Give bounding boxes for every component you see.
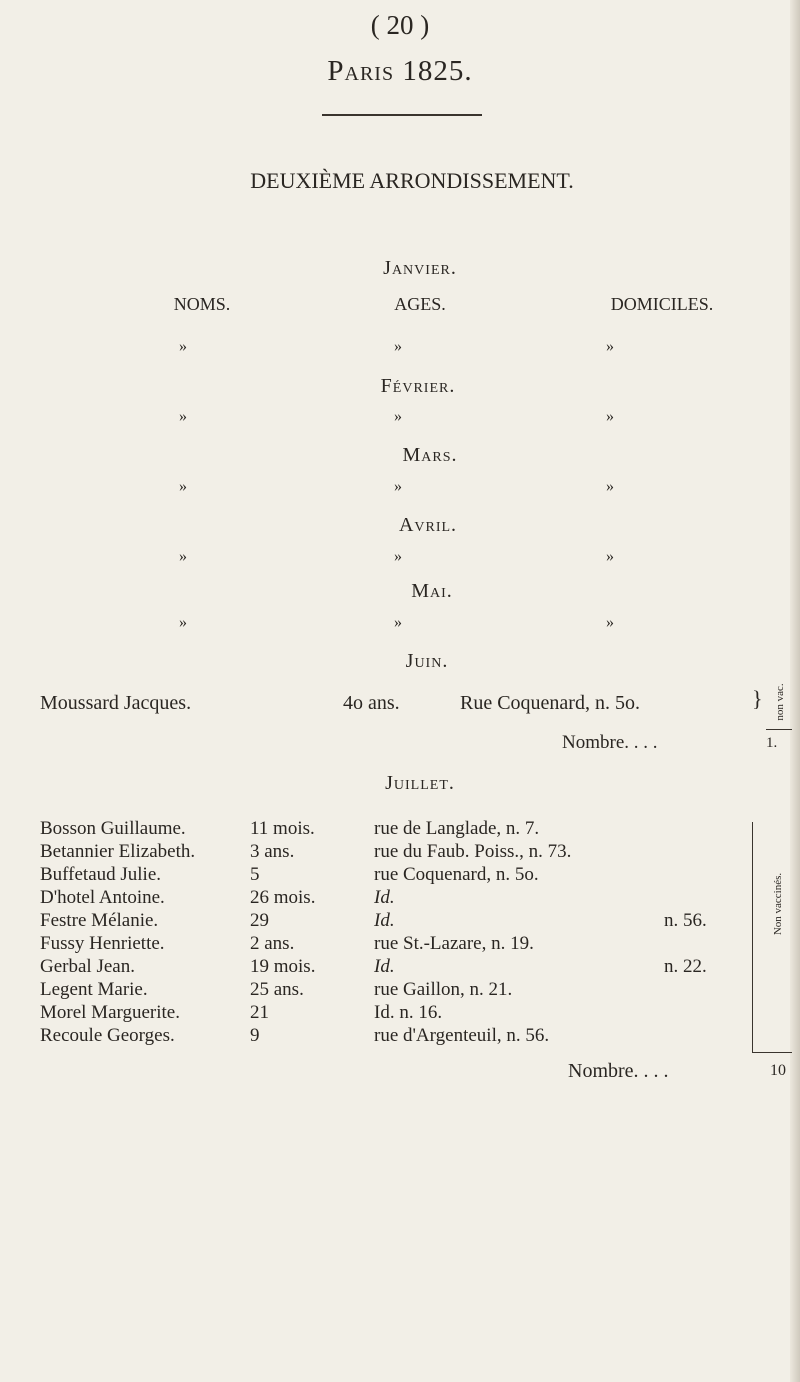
month-avril: Avril. — [398, 514, 458, 536]
empty-mark: » — [394, 338, 402, 355]
entry-name: Recoule Georges. — [40, 1025, 175, 1046]
entry-domicile: Id. — [374, 887, 395, 908]
column-header-domiciles: DOMICILES. — [610, 294, 714, 314]
entry-age: 9 — [250, 1025, 260, 1046]
empty-mark: » — [606, 338, 614, 355]
entry-age: 4o ans. — [343, 692, 400, 714]
month-mars: Mars. — [402, 444, 458, 466]
entry-name: Gerbal Jean. — [40, 956, 135, 977]
total-label: Nombre. . . . — [568, 1060, 669, 1082]
total-label: Nombre. . . . — [562, 732, 658, 753]
entry-domicile: Id. — [374, 910, 395, 931]
entry-domicile: Rue Coquenard, n. 5o. — [460, 692, 640, 714]
month-janvier: Janvier. — [383, 257, 457, 279]
entry-domicile: rue du Faub. Poiss., n. 73. — [374, 841, 572, 862]
entry-name: Festre Mélanie. — [40, 910, 159, 931]
entry-age: 21 — [250, 1002, 269, 1023]
empty-mark: » — [179, 548, 187, 565]
month-mai: Mai. — [411, 580, 453, 602]
entry-age: 11 mois. — [250, 818, 315, 839]
total-rule — [752, 1052, 792, 1053]
empty-mark: » — [394, 478, 402, 495]
city-year-heading: Paris 1825. — [327, 55, 473, 87]
entry-domicile: Id. — [374, 956, 395, 977]
entry-name: Morel Marguerite. — [40, 1002, 180, 1023]
entry-domicile: rue de Langlade, n. 7. — [374, 818, 540, 839]
entry-age: 2 ans. — [250, 933, 295, 954]
total-rule — [766, 729, 792, 730]
total-value: 10 — [770, 1062, 786, 1079]
empty-mark: » — [606, 614, 614, 631]
margin-note-non-vaccines: Non vaccinés. — [772, 872, 784, 936]
entry-name: Moussard Jacques. — [40, 692, 192, 714]
empty-mark: » — [179, 338, 187, 355]
entry-age: 29 — [250, 910, 269, 931]
entry-domicile: Id. n. 16. — [374, 1002, 443, 1023]
entry-domicile: rue Gaillon, n. 21. — [374, 979, 513, 1000]
column-header-ages: AGES. — [394, 294, 446, 314]
entries-brace — [752, 822, 753, 1052]
entry-domicile-suffix: n. 56. — [664, 910, 707, 931]
month-juin: Juin. — [405, 650, 449, 672]
entry-age: 26 mois. — [250, 887, 316, 908]
entry-domicile-suffix: n. 22. — [664, 956, 707, 977]
entry-age: 25 ans. — [250, 979, 304, 1000]
empty-mark: » — [394, 614, 402, 631]
entry-age: 19 mois. — [250, 956, 316, 977]
empty-mark: » — [394, 408, 402, 425]
entry-domicile: rue St.-Lazare, n. 19. — [374, 933, 534, 954]
empty-mark: » — [606, 478, 614, 495]
margin-note-non-vac: non vac. — [774, 683, 786, 721]
empty-mark: » — [179, 614, 187, 631]
empty-mark: » — [394, 548, 402, 565]
brace-icon: } — [752, 686, 763, 711]
entry-domicile: rue Coquenard, n. 5o. — [374, 864, 539, 885]
empty-mark: » — [179, 478, 187, 495]
month-juillet: Juillet. — [385, 772, 455, 794]
header-rule — [322, 114, 482, 116]
arrondissement-heading: DEUXIÈME ARRONDISSEMENT. — [250, 168, 574, 193]
entry-age: 3 ans. — [250, 841, 295, 862]
page-number: ( 20 ) — [370, 10, 430, 40]
entry-age: 5 — [250, 864, 260, 885]
empty-mark: » — [606, 408, 614, 425]
month-fevrier: Février. — [380, 375, 456, 397]
empty-mark: » — [179, 408, 187, 425]
total-value: 1. — [766, 735, 778, 751]
empty-mark: » — [606, 548, 614, 565]
entry-name: D'hotel Antoine. — [40, 887, 165, 908]
page-edge-shadow — [790, 0, 800, 1382]
column-header-noms: NOMS. — [173, 294, 231, 314]
entry-domicile: rue d'Argenteuil, n. 56. — [374, 1025, 550, 1046]
entry-name: Fussy Henriette. — [40, 933, 165, 954]
entry-name: Buffetaud Julie. — [40, 864, 162, 885]
entry-name: Bosson Guillaume. — [40, 818, 186, 839]
entry-name: Betannier Elizabeth. — [40, 841, 196, 862]
entry-name: Legent Marie. — [40, 979, 148, 1000]
